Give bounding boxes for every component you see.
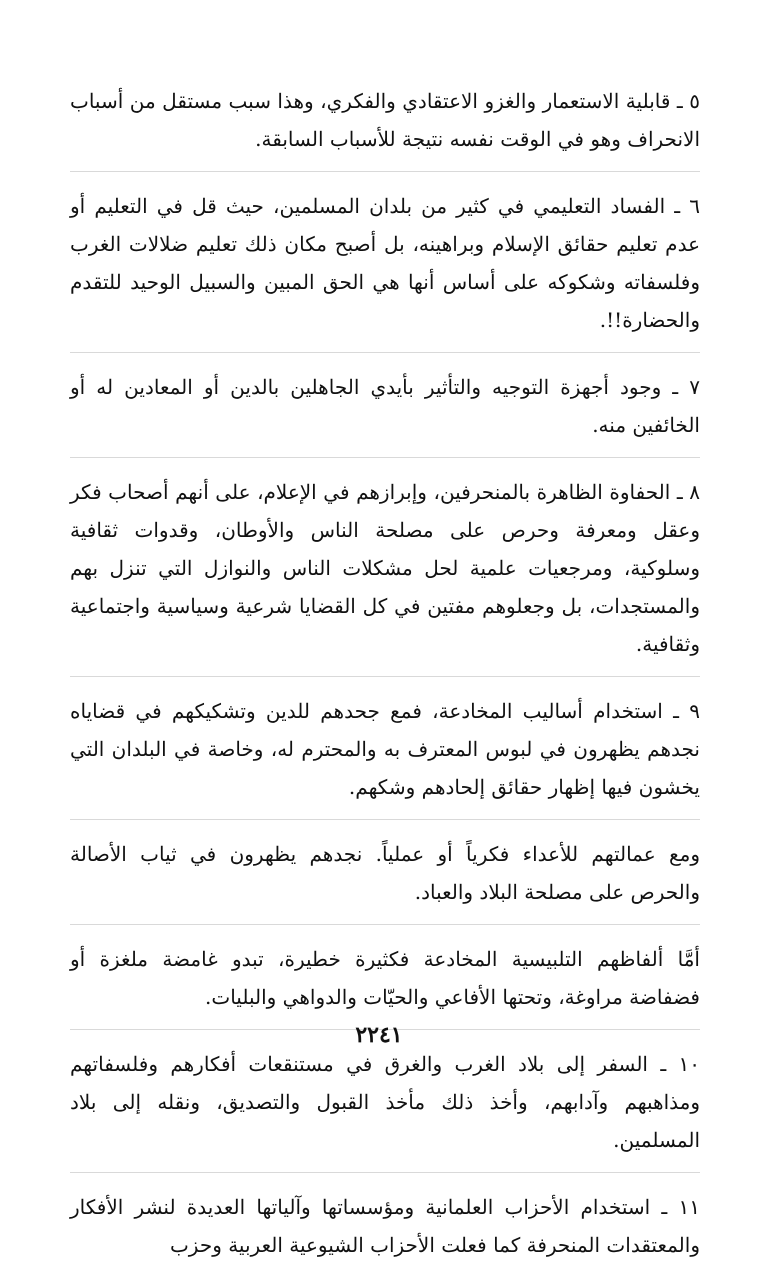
paragraph-divider [70,676,700,677]
paragraph-item-9: ٩ ـ استخدام أساليب المخادعة، فمع جحدهم للدين وتشكيكهم في قضاياه نجدهم يظهرون في لبوس المعترف به والمحترم له، وخاصة في البلدان التي يخشون فيها إظهار حقائق إلحادهم وشكهم. [70,699,700,799]
paragraph-deceptive-words: أمَّا ألفاظهم التلبيسية المخادعة فكثيرة خطيرة، تبدو غامضة ملغزة أو فضفاضة مراوغة، وتحتها الأفاعي والحيّات والدواهي والبليات. [70,947,700,1009]
document-body [70,82,700,1264]
paragraph-item-7: ٧ ـ وجود أجهزة التوجيه والتأثير بأيدي الجاهلين بالدين أو المعادين له أو الخائفين منه. [70,375,700,437]
paragraph-item-8: ٨ ـ الحفاوة الظاهرة بالمنحرفين، وإبرازهم في الإعلام، على أنهم أصحاب فكر وعقل ومعرفة وحرص على مصلحة الناس والأوطان، وقدوات ثقافية وسلوكية، ومرجعيات علمية لحل مشكلات الناس والنوازل التي تنزل بهم والمستجدات، بل وجعلوهم مفتين في كل القضايا شرعية وسياسية واجتماعية وثقافية. [70,480,700,656]
paragraph-divider [70,171,700,172]
paragraph-divider [70,924,700,925]
paragraph-divider [70,352,700,353]
paragraph-divider [70,1172,700,1173]
paragraph-divider [70,457,700,458]
paragraph-item-6: ٦ ـ الفساد التعليمي في كثير من بلدان المسلمين، حيث قل في التعليم أو عدم تعليم حقائق الإسلام وبراهينه، بل أصبح مكان ذلك تعليم ضلالات الغرب وفلسفاته وشكوكه على أساس أنها هي الحق المبين والسبيل الوحيد للتقدم والحضارة!!. [70,194,700,332]
paragraph-item-5: ٥ ـ قابلية الاستعمار والغزو الاعتقادي والفكري، وهذا سبب مستقل من أسباب الانحراف وهو في الوقت نفسه نتيجة للأسباب السابقة. [70,89,700,151]
paragraph-divider [70,819,700,820]
paragraph-item-10: ١٠ ـ السفر إلى بلاد الغرب والغرق في مستنقعات أفكارهم وفلسفاتهم ومذاهبهم وآدابهم، وأخذ ذلك مأخذ القبول والتصديق، ونقله إلى بلاد المسلمين. [70,1052,700,1152]
page-number: ٢٢٤١ [355,1022,403,1048]
paragraph-item-11: ١١ ـ استخدام الأحزاب العلمانية ومؤسساتها وآلياتها العديدة لنشر الأفكار والمعتقدات المنحرفة كما فعلت الأحزاب الشيوعية العربية وحزب [70,1195,700,1257]
paragraph-agents: ومع عمالتهم للأعداء فكرياً أو عملياً. نجدهم يظهرون في ثياب الأصالة والحرص على مصلحة البلاد والعباد. [70,842,700,904]
